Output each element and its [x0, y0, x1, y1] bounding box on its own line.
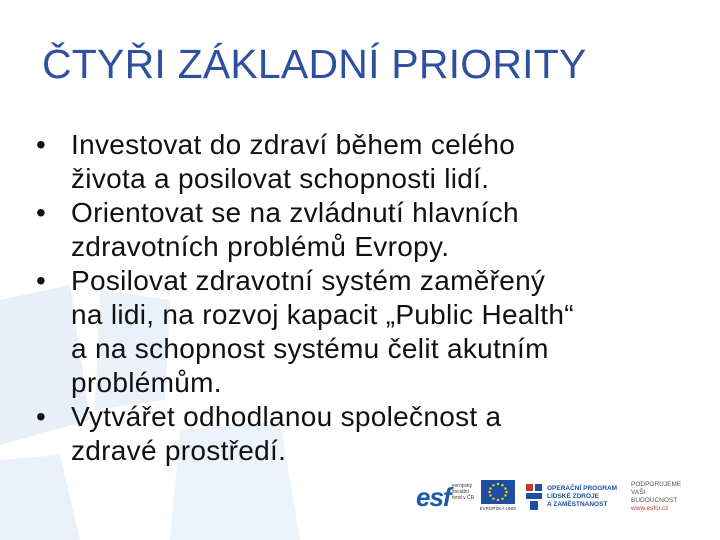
footer-logos	[414, 477, 720, 517]
bullet-line: Vytvářet odhodlanou společnost a	[71, 401, 502, 432]
bullet-icon: •	[36, 401, 47, 432]
bullet-line: na lidi, na rozvoj kapacit „Public Health“	[71, 299, 574, 330]
bullet-item	[36, 196, 676, 264]
slide-title: ČTYŘI ZÁKLADNÍ PRIORITY	[42, 41, 587, 87]
eu-logo	[480, 480, 516, 514]
op-line: OPERAČNÍ PROGRAM	[547, 485, 618, 492]
bullet-item	[36, 128, 676, 196]
slogan	[631, 481, 691, 513]
slogan-line: VAŠI BUDOUCNOST	[631, 489, 678, 504]
eu-flag-icon	[481, 480, 515, 504]
bullet-line: zdravotních problémů Evropy.	[71, 231, 450, 262]
esf-logo	[414, 480, 475, 514]
bullet-item	[36, 264, 676, 400]
bullet-list	[36, 128, 676, 468]
op-line: LIDSKÉ ZDROJE	[547, 493, 600, 500]
op-text	[547, 485, 625, 509]
bullet-line: života a posilovat schopnosti lidí.	[71, 163, 490, 194]
eu-caption: EVROPSKÁ UNIE	[479, 506, 517, 511]
bullet-line: zdravé prostředí.	[71, 435, 287, 466]
op-line: A ZAMĚSTNANOST	[547, 501, 608, 508]
esf-logo-text: esf	[416, 482, 451, 512]
esf-caption: evropský sociální fond v ČR	[452, 483, 475, 501]
website-url: www.esfcr.cz	[631, 505, 669, 512]
bullet-line: a na schopnost systému čelit akutním	[71, 333, 549, 364]
bullet-line: Orientovat se na zvládnutí hlavních	[71, 197, 519, 228]
bullet-line: Posilovat zdravotní systém zaměřený	[71, 265, 546, 296]
op-people-icon	[524, 482, 544, 512]
bullet-line: problémům.	[71, 367, 222, 398]
bullet-icon: •	[36, 265, 47, 296]
bullet-icon: •	[36, 197, 47, 228]
bullet-item	[36, 400, 676, 468]
bullet-line: Investovat do zdraví během celého	[71, 129, 516, 160]
bullet-icon: •	[36, 129, 47, 160]
op-logo	[524, 482, 625, 512]
slogan-line: PODPORUJEME	[631, 481, 682, 488]
